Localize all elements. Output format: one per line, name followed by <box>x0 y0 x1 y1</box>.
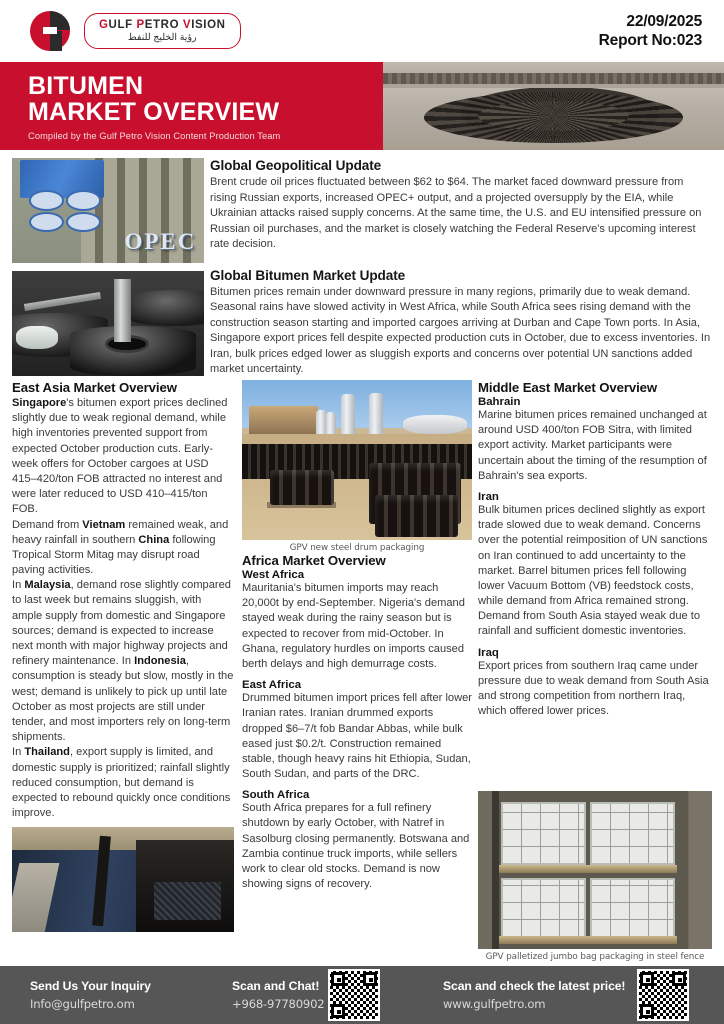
iraq-title: Iraq <box>478 646 499 659</box>
bahrain-title: Bahrain <box>478 396 521 408</box>
iran-title: Iran <box>478 490 499 503</box>
footer-website[interactable]: www.gulfpetro.om <box>443 997 546 1011</box>
global-images <box>12 158 204 376</box>
footer-inquiry-email[interactable]: Info@gulfpetro.om <box>30 997 135 1011</box>
section-heading: Global Geopolitical Update <box>210 158 382 173</box>
global-updates-section <box>0 158 724 380</box>
iran-body: Bulk bitumen prices declined slightly as export trade slowed due to weak demand. Concerns over the potential reimposition of UN sanctions on Iran continued to add uncertainty to the market. Barrel bitumen prices fell following lower Vacuum Bottom (VB) feedstock costs, while demand from Africa remained strong. Demand from South Asia stayed weak due to rainfall and sufficient domestic inventories. <box>478 503 708 638</box>
brand-nameplate <box>84 13 241 49</box>
road-paving-asphalt-photo <box>12 827 234 932</box>
website-qr-code[interactable] <box>637 969 689 1021</box>
africa-heading: Africa Market Overview <box>242 553 386 568</box>
jumbo-bag-caption: GPV palletized jumbo bag packaging in steel fence <box>485 952 705 962</box>
gulf-petro-vision-logo-icon <box>30 8 76 54</box>
east-asia-paragraph-1: Singapore's bitumen export prices declined slightly due to weak regional demand, while high inventories prevented support from expected October production cuts. Early-week offers for October cargoes at USD 415–420/ton FOB attracted no interest and were later reduced to USD 410–415/ton FOB. <box>12 397 228 516</box>
east-asia-paragraph-4: In Thailand, export supply is limited, and domestic supply is prioritized; rainfall slightly reduced consumption, but demand is expected to rebound quickly once conditions improve. <box>12 746 231 820</box>
bitumen-drum-filling-photo <box>12 271 204 376</box>
column-east-asia <box>12 380 234 932</box>
report-meta <box>599 12 702 51</box>
footer-price-block <box>437 966 724 1024</box>
column-middle-east <box>478 380 712 719</box>
hero-title-line1: BITUMEN <box>28 72 144 100</box>
east-asia-heading: East Asia Market Overview <box>12 380 177 395</box>
footer-inquiry-title: Send Us Your Inquiry <box>30 979 151 993</box>
brand-name-en: GULF PETRO VISION <box>99 18 226 31</box>
footer-chat-phone[interactable]: +968-97780902 <box>232 997 325 1011</box>
document-footer <box>0 966 724 1024</box>
west-africa-title: West Africa <box>242 569 305 581</box>
section-body: Bitumen prices remain under downward pressure in many regions, primarily due to weak demand. Seasonal rains have slowed activity in West Africa, while South Africa sees rising demand with the construction season starting and imported cargoes arriving at Durban and Cape Town ports. In Asia, Singapore export prices fell despite expected production cuts in October, due to excess inventories. In Iran, bulk prices edged lower as sluggish exports and concerns over potential UN sanctions added market uncertainty. <box>210 285 711 376</box>
section-heading: Global Bitumen Market Update <box>210 267 406 283</box>
middle-east-heading: Middle East Market Overview <box>478 380 658 395</box>
hero-title-line2: MARKET OVERVIEW <box>28 98 280 126</box>
whatsapp-qr-code[interactable] <box>328 969 380 1021</box>
global-geopolitical-update <box>210 158 712 253</box>
footer-inquiry-block <box>0 966 232 1024</box>
footer-chat-title: Scan and Chat! <box>232 979 320 993</box>
opec-headquarters-photo <box>12 158 204 263</box>
hero-banner <box>0 62 724 150</box>
hero-title-block <box>0 62 383 150</box>
brand-name-ar: رؤية الخليج للنفط <box>127 31 197 43</box>
east-asia-paragraph-3: In Malaysia, demand rose slightly compared to last week but remains sluggish, with ample supply from domestic and Singapore sources; demand is expected to increase next month with major highway projects and refinery maintenance. In Indonesia, consumption is steady but slow, mostly in the west; demand is unlikely to pick up until late October as most projects are still under tender, and most importers rely on long-term shipments. <box>12 579 234 744</box>
iraq-body: Export prices from southern Iraq came under pressure due to weak demand from South Asia and strong competition from northern Iraq, which offered lower prices. <box>478 659 709 718</box>
east-africa-title: East Africa <box>242 679 302 692</box>
jumbo-bags-in-container-photo <box>478 791 712 949</box>
jumbo-bag-figure <box>478 791 712 962</box>
south-africa-body: South Africa prepares for a full refinery shutdown by early October, with Natref in Sasolburg closing permanently. Botswana and Zambia continue truck imports, while sellers work to clear old stocks. Demand is now showing signs of recovery. <box>242 802 470 891</box>
document-header <box>0 0 724 62</box>
west-africa-body: Mauritania's bitumen imports may reach 20,000t by end-September. Nigeria's demand stayed weak during the rainy season but is expected to recover from mid-October. In Ghana, regulatory hurdles on imports caused berth delays and high demurrage costs. <box>242 582 465 670</box>
hero-subtitle: Compiled by the Gulf Petro Vision Content Production Team <box>28 131 281 141</box>
east-africa-body: Drummed bitumen import prices fell after lower Iranian rates. Iranian drummed exports dropped $6–7/t fob Bandar Abbas, while bulk eased just $0.2/t. Construction remained stable, though heavy rains hit Ethiopia, Sudan, South Sudan, and parts of the DRC. <box>242 692 472 781</box>
global-text <box>210 158 712 378</box>
footer-chat-block <box>232 966 437 1024</box>
column-africa <box>242 380 472 892</box>
hero-image <box>383 62 724 150</box>
footer-price-title: Scan and check the latest price! <box>443 979 626 993</box>
bahrain-body: Marine bitumen prices remained unchanged at around USD 400/ton FOB Sitra, with limited export activity. Market participants were uncertain about the timing of the resumption of Bahrain's sea exports. <box>478 409 707 482</box>
south-africa-title: South Africa <box>242 789 310 802</box>
opec-sign-text: OPEC <box>124 228 197 254</box>
brand-logo <box>30 8 241 54</box>
gpv-steel-drums-yard-photo <box>242 380 472 540</box>
report-number: Report No:023 <box>598 32 702 49</box>
east-asia-paragraph-2: Demand from Vietnam remained weak, and heavy rainfall in southern China following Tropical Storm Mitag may disrupt road paving activities. <box>12 518 229 577</box>
section-body: Brent crude oil prices fluctuated between $62 to $64. The market faced downward pressure from rising Russian exports, increased OPEC+ output, and a projected oversupply by the EIA, while Ukrainian attacks raised supply concerns. At the same time, the U.S. and EU intensified pressure on Russian oil purchases, and the market is closely watching the Federal Reserve's upcoming interest rate decision. <box>210 176 702 251</box>
report-date: 22/09/2025 <box>626 12 702 30</box>
drum-image-caption: GPV new steel drum packaging <box>289 543 425 553</box>
global-bitumen-market-update <box>210 268 712 378</box>
